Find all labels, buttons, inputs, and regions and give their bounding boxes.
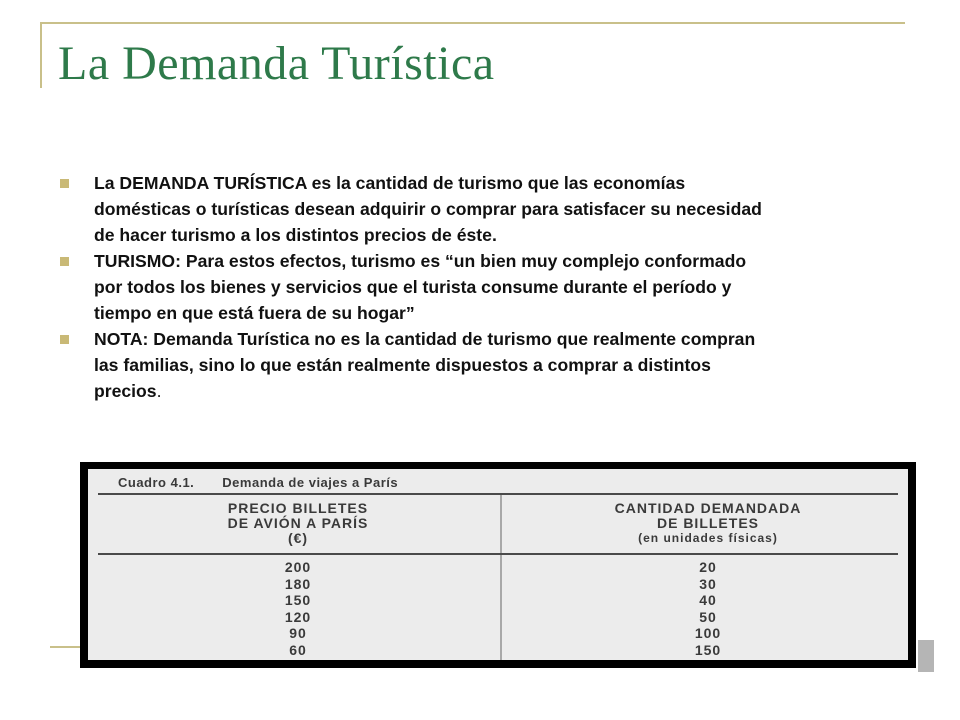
slide-frame-bottom	[50, 646, 80, 648]
bullet-item-nota	[58, 326, 778, 404]
square-bullet-icon	[60, 257, 69, 266]
table-cell-cantidad: 40	[699, 592, 717, 608]
table-caption-title: Demanda de viajes a París	[222, 475, 399, 490]
col-header-line: DE BILLETES	[656, 515, 759, 531]
table-cell-precio: 90	[289, 625, 307, 641]
bullet-text: TURISMO: Para estos efectos, turismo es “un bien muy complejo conformado por todos los bienes y servicios que el turista consume durante el período y tiempo en que está fuera de su hogar”	[94, 251, 747, 323]
table-cell-precio: 120	[284, 608, 312, 625]
col-precio-values	[198, 559, 398, 658]
table-cell-precio: 150	[284, 592, 312, 608]
col-header-line: DE AVIÓN A PARÍS	[227, 515, 369, 531]
bullet-item-definition	[58, 170, 778, 248]
table-cell-precio: 200	[284, 559, 312, 575]
table-cell-cantidad: 150	[694, 641, 722, 658]
demand-table	[88, 469, 908, 660]
slide-frame-left	[40, 22, 42, 88]
square-bullet-icon	[60, 335, 69, 344]
bullet-period: .	[156, 381, 162, 401]
table-caption	[118, 475, 398, 490]
bullet-item-turismo	[58, 248, 778, 326]
table-shadow	[918, 640, 934, 672]
table-caption-number: Cuadro 4.1.	[118, 475, 195, 490]
col-header-line: CANTIDAD DEMANDADA	[614, 500, 802, 516]
bullet-text: NOTA: Demanda Turística no es la cantidad de turismo que realmente compran las familias, sino lo que están realmente dispuestos a comprar a distintos precios	[94, 329, 756, 401]
table-cell-cantidad: 20	[699, 559, 717, 575]
col-header-precio	[148, 501, 448, 546]
bullet-text: La DEMANDA TURÍSTICA es la cantidad de turismo que las economías domésticas o turísticas desean adquirir o comprar para satisfacer su necesidad de hacer turismo a los distintos precios de éste.	[94, 173, 762, 245]
table-cell-cantidad: 100	[694, 625, 722, 641]
col-header-line: PRECIO BILLETES	[227, 500, 369, 516]
col-header-cantidad	[538, 501, 878, 546]
table-header-rule	[98, 553, 898, 555]
slide-frame-top	[40, 22, 905, 24]
table-cell-cantidad: 50	[699, 608, 717, 625]
bullet-list	[58, 170, 778, 404]
square-bullet-icon	[60, 179, 69, 188]
table-cell-precio: 60	[289, 641, 307, 658]
col-header-line: (€)	[287, 530, 309, 546]
table-cell-cantidad: 30	[699, 575, 717, 592]
slide-title: La Demanda Turística	[58, 37, 495, 90]
demand-table-image	[80, 462, 916, 668]
table-top-rule	[98, 493, 898, 495]
table-column-divider	[500, 495, 502, 660]
table-cell-precio: 180	[284, 575, 312, 592]
col-cantidad-values	[608, 559, 808, 658]
col-header-line: (en unidades físicas)	[638, 531, 778, 545]
